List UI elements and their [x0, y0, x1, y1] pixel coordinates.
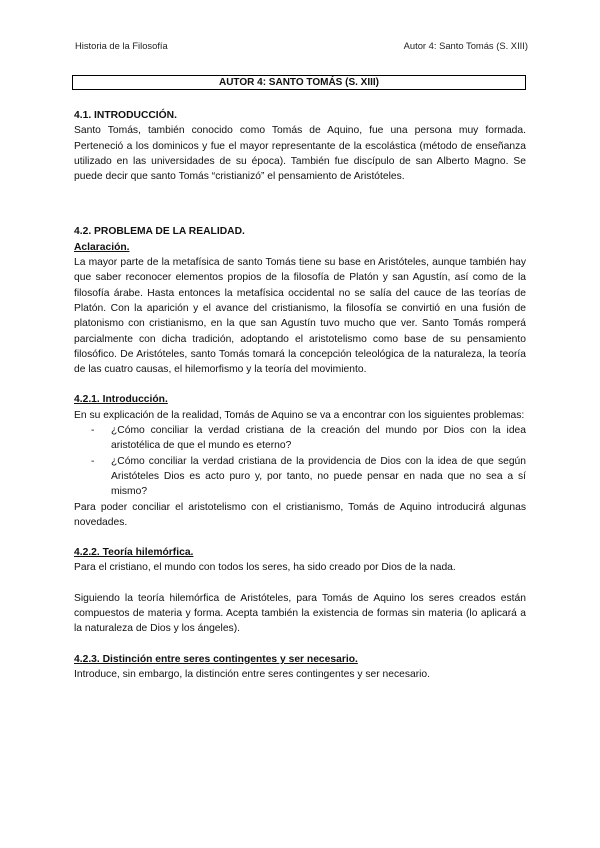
list-item-text: ¿Cómo conciliar la verdad cristiana de la creación del mundo por Dios con la idea aristotélica de que el mundo es eterno?: [111, 425, 526, 452]
dash-bullet: -: [91, 455, 95, 467]
subheading-aclaracion: Aclaración.: [74, 241, 130, 253]
distincion-paragraph: Introduce, sin embargo, la distinción entre seres contingentes y ser necesario.: [74, 668, 431, 680]
hilemorfica-paragraph-2: Siguiendo la teoría hilemórfica de Aristóteles, para Tomás de Aquino los seres creados están compuestos de materia y forma. Acepta también la existencia de formas sin materia (lo aplicará a la naturaleza de Dios y los ángeles).: [74, 592, 526, 635]
dash-bullet: -: [91, 425, 95, 437]
document-title: AUTOR 4: SANTO TOMÁS (S. XIII): [72, 75, 526, 90]
problems-list: [74, 423, 526, 499]
header-right: Autor 4: Santo Tomás (S. XIII): [403, 40, 528, 51]
list-item: [74, 454, 526, 500]
section-heading-intro: 4.1. INTRODUCCIÓN.: [74, 110, 177, 121]
intro-paragraph: Santo Tomás, también conocido como Tomás de Aquino, fue una persona muy formada. Perteneció a los dominicos y fue el mayor representante de la escolástica (método de enseñanza utilizado en las universidades de su época). También fue discípulo de san Alberto Magno. Se puede decir que santo Tomás “cristianizó” el pensamiento de Aristóteles.: [74, 125, 526, 183]
hilemorfica-paragraph-1: Para el cristiano, el mundo con todos los seres, ha sido creado por Dios de la nada.: [74, 562, 456, 574]
section-heading-422: 4.2.2. Teoría hilemórfica.: [74, 547, 194, 559]
introduccion-closing: Para poder conciliar el aristotelismo con el cristianismo, Tomás de Aquino introducirá algunas novedades.: [74, 501, 526, 528]
header-left: Historia de la Filosofía: [75, 40, 168, 51]
list-item-text: ¿Cómo conciliar la verdad cristiana de la providencia de Dios con la idea de que según Aristóteles Dios es acto puro y, por tanto, no puede pensar en nada que no sea a sí mismo?: [111, 455, 526, 498]
list-item: [74, 423, 526, 454]
introduccion-paragraph: En su explicación de la realidad, Tomás de Aquino se va a encontrar con los siguientes problemas:: [74, 409, 525, 421]
document-body: [74, 108, 526, 682]
section-heading-423: 4.2.3. Distinción entre seres contingentes y ser necesario.: [74, 653, 358, 665]
realidad-paragraph: La mayor parte de la metafísica de santo Tomás tiene su base en Aristóteles, aunque también hay que saber reconocer elementos propios de la filosofía de Platón y san Agustín, así como de la filosofía árabe. Hasta entonces la metafísica occidental no se salía del cauce de las teorías de Platón. Con la aparición y el avance del cristianismo, la filosofía se convirtió en una fusión de platonismo con cristianismo, en la que san Agustín tuvo mucho que ver. Santo Tomás romperá parcialmente con dicha tradición, adoptando el aristotelismo como base de su pensamiento filosófico. De Aristóteles, santo Tomás tomará la concepción teleológica de la naturaleza, la teoría de las cuatro causas, el hilemorfismo y la teoría del movimiento.: [74, 257, 526, 376]
section-heading-realidad: 4.2. PROBLEMA DE LA REALIDAD.: [74, 226, 245, 238]
section-heading-421: 4.2.1. Introducción.: [74, 394, 168, 406]
